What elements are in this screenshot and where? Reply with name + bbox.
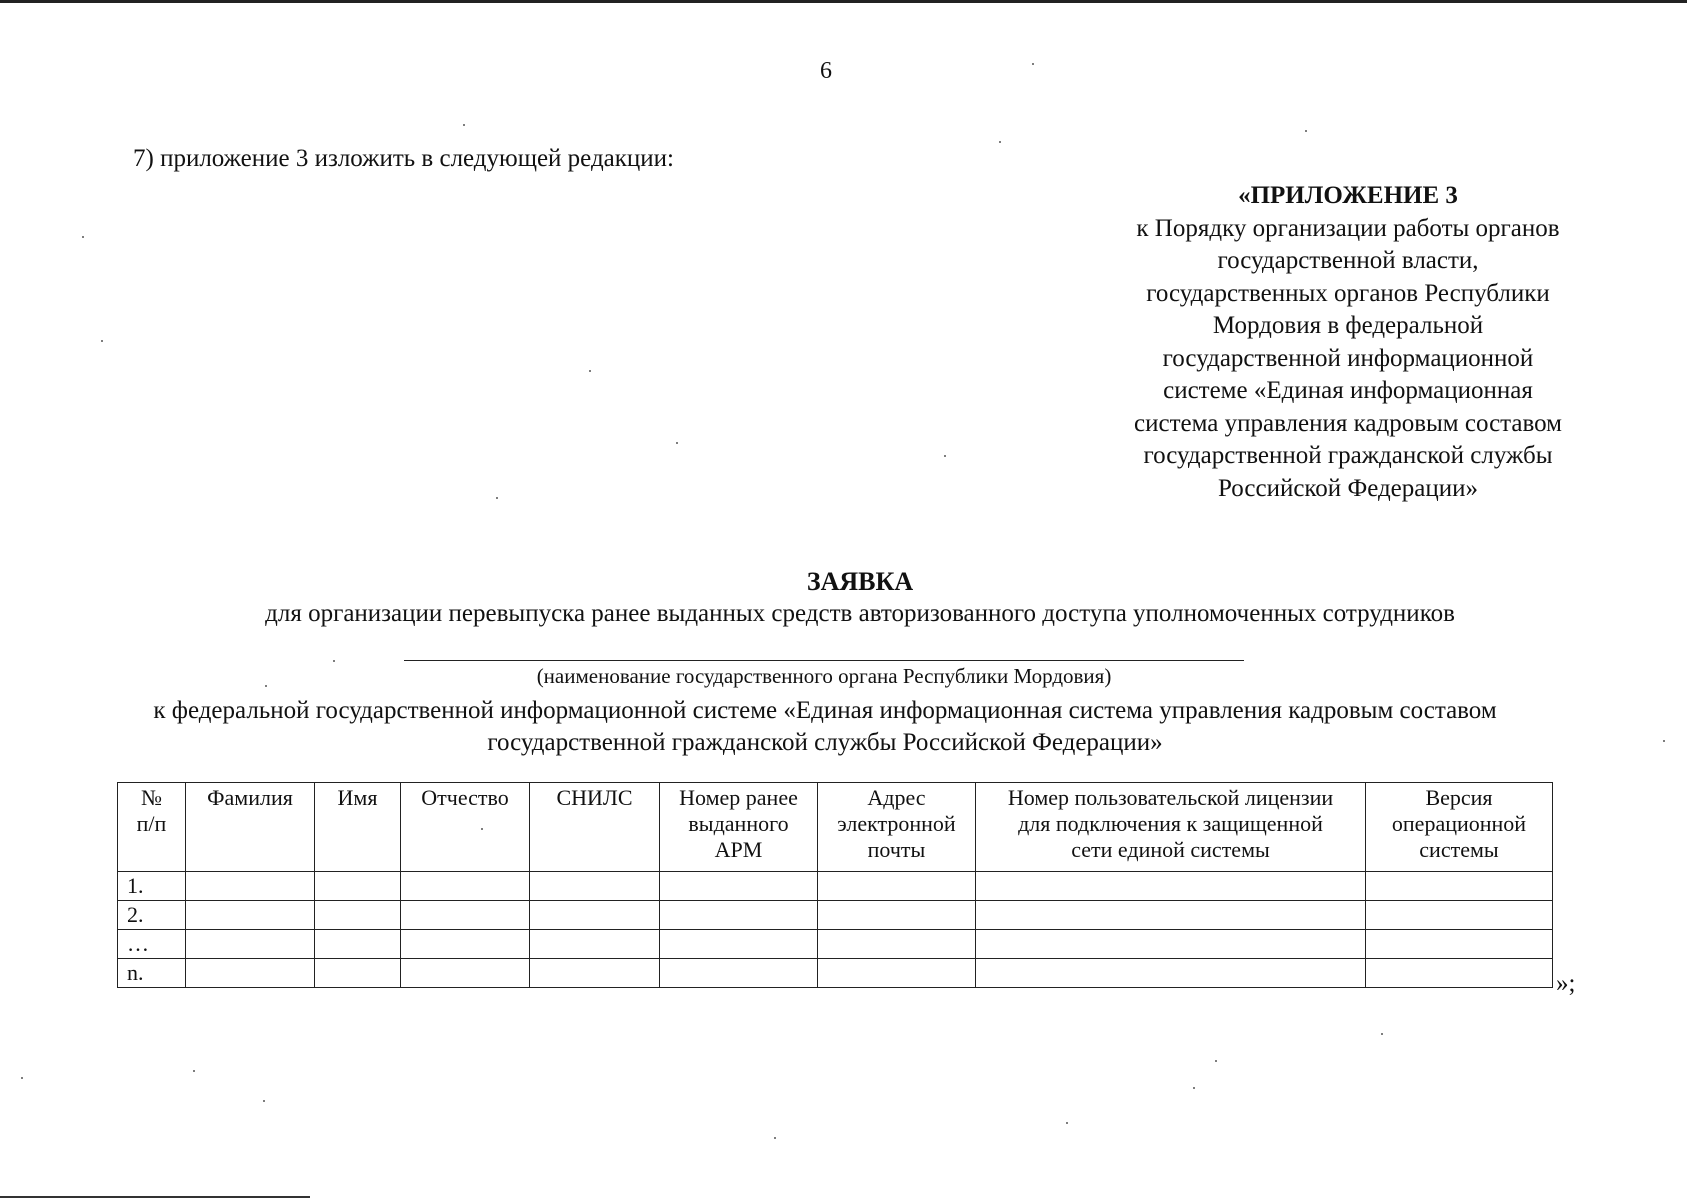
cell-arm-number <box>660 872 818 901</box>
request-heading: ЗАЯВКА <box>806 567 914 596</box>
cell-patronymic <box>401 901 530 930</box>
request-subheading: для организации перевыпуска ранее выданных средств авторизованного доступа уполномоченных сотрудников <box>265 600 1455 627</box>
organ-name-fill-line <box>404 660 1244 661</box>
cell-surname <box>186 930 315 959</box>
cell-os-version <box>1366 901 1553 930</box>
cell-arm-number <box>660 901 818 930</box>
header-arm-number: Номер ранее выданного АРМ <box>660 783 818 872</box>
appendix-line: государственной гражданской службы <box>1143 442 1553 469</box>
row-number: 2. <box>118 901 186 930</box>
scan-speck <box>21 1077 23 1079</box>
scan-speck <box>676 442 678 444</box>
bottom-edge-rule <box>0 1196 310 1198</box>
cell-arm-number <box>660 959 818 988</box>
request-table <box>117 782 1553 988</box>
scan-speck <box>1663 740 1665 742</box>
cell-email <box>818 930 976 959</box>
scan-speck <box>333 660 335 662</box>
header-surname: Фамилия <box>186 783 315 872</box>
cell-license <box>976 930 1366 959</box>
scan-speck <box>944 455 946 457</box>
appendix-line: Российской Федерации» <box>1217 474 1479 502</box>
cell-license <box>976 959 1366 988</box>
scan-speck <box>496 497 498 499</box>
row-number: … <box>118 930 186 959</box>
organ-name-caption: (наименование государственного органа Республики Мордовия) <box>536 664 1112 688</box>
scan-speck <box>263 1100 265 1102</box>
cell-snils <box>530 930 660 959</box>
table-row <box>118 901 1553 930</box>
table-row <box>118 959 1553 988</box>
cell-snils <box>530 959 660 988</box>
cell-os-version <box>1366 872 1553 901</box>
scan-speck <box>774 1137 776 1139</box>
appendix-line: система управления кадровым составом <box>1134 409 1562 437</box>
appendix-line: государственной информационной <box>1162 344 1534 372</box>
cell-surname <box>186 901 315 930</box>
cell-os-version <box>1366 959 1553 988</box>
appendix-block <box>1098 180 1598 505</box>
cell-arm-number <box>660 930 818 959</box>
cell-os-version <box>1366 930 1553 959</box>
cell-license <box>976 901 1366 930</box>
appendix-line: государственной власти, <box>1217 247 1479 274</box>
closing-quote-mark: »; <box>1556 970 1576 997</box>
cell-email <box>818 872 976 901</box>
appendix-line: к Порядку организации работы органов <box>1136 214 1560 242</box>
scan-speck <box>463 124 465 126</box>
scan-speck <box>1381 1033 1383 1035</box>
page-number: 6 <box>820 58 832 84</box>
system-line: государственной гражданской службы Российской Федерации» <box>487 729 1163 756</box>
cell-name <box>315 930 401 959</box>
cell-name <box>315 901 401 930</box>
scan-speck <box>265 685 267 687</box>
header-name: Имя <box>315 783 401 872</box>
scan-speck <box>82 236 84 238</box>
cell-snils <box>530 901 660 930</box>
header-number: № п/п <box>118 783 186 872</box>
scan-speck <box>1066 1122 1068 1124</box>
table-row <box>118 930 1553 959</box>
intro-text: 7) приложение 3 изложить в следующей редакции: <box>133 145 674 172</box>
scan-speck <box>193 1070 195 1072</box>
row-number: n. <box>118 959 186 988</box>
scan-speck <box>1305 130 1307 132</box>
table-row <box>118 872 1553 901</box>
cell-name <box>315 959 401 988</box>
cell-name <box>315 872 401 901</box>
scan-speck <box>999 141 1001 143</box>
scan-speck <box>1032 63 1034 65</box>
header-snils: СНИЛС <box>530 783 660 872</box>
appendix-line: государственных органов Республики <box>1146 279 1550 307</box>
cell-surname <box>186 872 315 901</box>
cell-email <box>818 959 976 988</box>
top-border-rule <box>0 0 1687 3</box>
scan-speck <box>589 370 591 372</box>
scan-speck <box>481 828 483 830</box>
cell-patronymic <box>401 959 530 988</box>
cell-snils <box>530 872 660 901</box>
system-line: к федеральной государственной информационной системе «Единая информационная система управления кадровым составом <box>153 697 1497 724</box>
cell-patronymic <box>401 930 530 959</box>
cell-surname <box>186 959 315 988</box>
row-number: 1. <box>118 872 186 901</box>
scan-speck <box>1215 1060 1217 1062</box>
header-email: Адрес электронной почты <box>818 783 976 872</box>
appendix-line: системе «Единая информационная <box>1163 377 1533 404</box>
scan-speck <box>1193 1087 1195 1089</box>
header-patronymic: Отчество <box>401 783 530 872</box>
cell-email <box>818 901 976 930</box>
appendix-line: Мордовия в федеральной <box>1212 312 1484 339</box>
header-os-version: Версия операционной системы <box>1366 783 1553 872</box>
scan-speck <box>101 340 103 342</box>
system-description <box>50 695 1600 759</box>
cell-patronymic <box>401 872 530 901</box>
table-header-row <box>118 783 1553 872</box>
appendix-title: «ПРИЛОЖЕНИЕ 3 <box>1238 182 1458 209</box>
cell-license <box>976 872 1366 901</box>
header-license: Номер пользовательской лицензии для подключения к защищенной сети единой системы <box>976 783 1366 872</box>
